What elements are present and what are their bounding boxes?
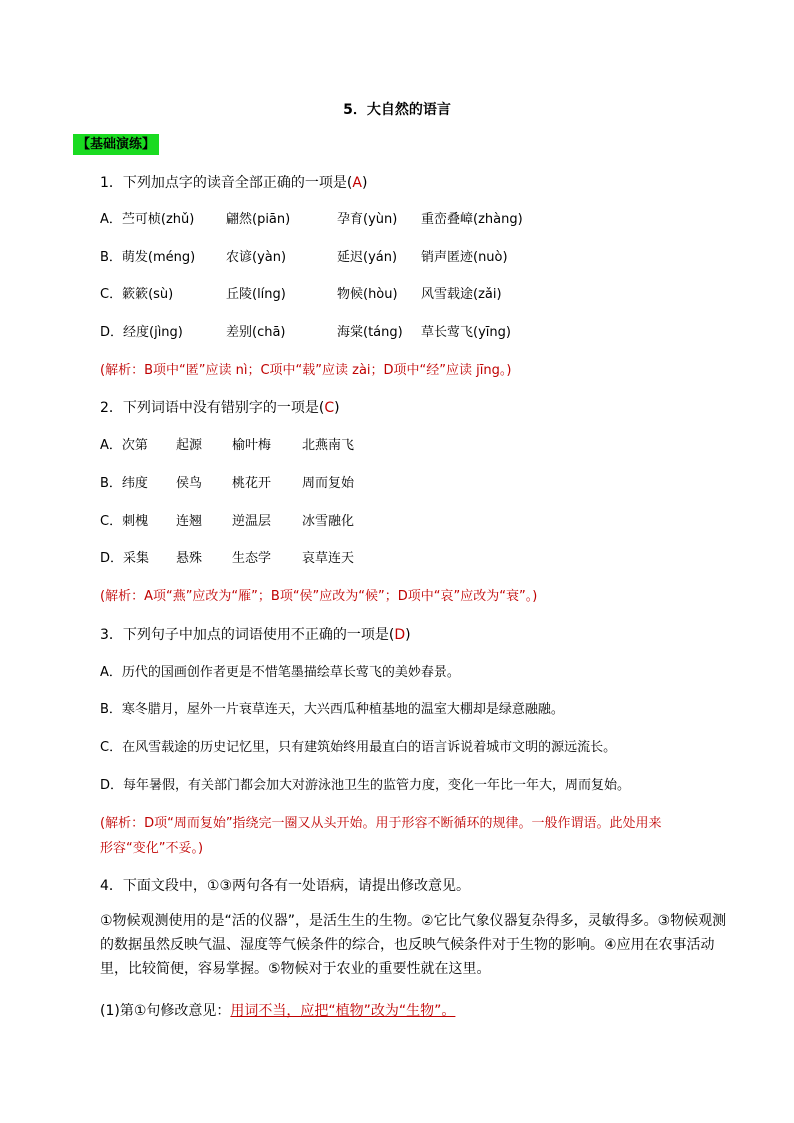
q1-option-c-word4: 风雪载途(zǎi) — [421, 287, 502, 302]
q2-option-c-word2: 连翘 — [176, 514, 203, 529]
question-2-stem — [100, 399, 340, 417]
q3-option-d: D．每年暑假，有关部门都会加大对游泳池卫生的监管力度，变化一年比一年大，周而复始。 — [100, 778, 631, 793]
question-1-stem — [100, 174, 367, 192]
q1-option-a: A．苎可桢(zhǔ) — [100, 212, 195, 227]
q2-option-a-word4: 北燕南飞 — [302, 438, 355, 453]
q1-option-a-word3: 孕育(yùn) — [337, 212, 398, 227]
q3-explanation-line1: (解析：D项“周而复始”指绕完一圈又从头开始。用于形容不断循环的规律。一般作谓语。此处用来 — [100, 816, 662, 831]
q2-option-c: C．刺槐 — [100, 514, 149, 529]
q3-option-a: A．历代的国画创作者更是不惜笔墨描绘草长莺飞的美妙春景。 — [100, 665, 460, 680]
q2-option-b: B．纬度 — [100, 476, 148, 491]
q2-option-b-word3: 桃花开 — [232, 476, 272, 491]
q4-sub1 — [100, 1002, 455, 1020]
q4-sub1-label: (1)第①句修改意见： — [100, 1003, 231, 1019]
q1-option-d: D．经度(jìng) — [100, 325, 183, 340]
q1-option-c: C．簌簌(sù) — [100, 287, 174, 302]
q1-option-d-word4: 草长莺飞(yīng) — [421, 325, 511, 340]
q4-passage: ①物候观测使用的是“活的仪器”，是活生生的生物。②它比气象仪器复杂得多，灵敏得多。③物候观测的数据虽然反映气温、湿度等气候条件的综合，也反映气候条件对于生物的影响。④应用在农事活动里，比较简便，容易掌握。⑤物候对于农业的重要性就在这里。 — [100, 913, 727, 977]
q1-option-b-word4: 销声匿迹(nuò) — [421, 250, 508, 265]
q1-option-d-word3: 海棠(táng) — [337, 325, 403, 340]
q2-option-b-word2: 侯鸟 — [176, 476, 203, 491]
q2-option-c-word3: 逆温层 — [232, 514, 272, 529]
question-stem-text: 1．下列加点字的读音全部正确的一项是( — [100, 175, 353, 191]
q1-option-c-word2: 丘陵(líng) — [226, 287, 286, 302]
answer: C — [324, 400, 335, 416]
question-3-stem — [100, 626, 411, 644]
section-tag: 【基础演练】 — [73, 134, 159, 155]
q1-option-b-word2: 农谚(yàn) — [226, 250, 287, 265]
paren-close: ) — [405, 627, 411, 643]
page-title: 5．大自然的语言 — [343, 102, 451, 118]
q1-option-a-word4: 重峦叠嶂(zhàng) — [421, 212, 523, 227]
q2-option-a-word2: 起源 — [176, 438, 203, 453]
q1-option-b-word3: 延迟(yán) — [337, 250, 398, 265]
question-stem-text: 3．下列句子中加点的词语使用不正确的一项是( — [100, 627, 395, 643]
q3-option-c: C．在风雪载途的历史记忆里，只有建筑始终用最直白的语言诉说着城市文明的源远流长。 — [100, 740, 617, 755]
answer: A — [352, 175, 362, 191]
q1-option-b: B．萌发(méng) — [100, 250, 196, 265]
q1-option-c-word3: 物候(hòu) — [337, 287, 398, 302]
paren-close: ) — [361, 175, 368, 191]
q2-explanation: (解析：A项“燕”应改为“雁”；B项“侯”应改为“候”；D项中“哀”应改为“衰”。) — [100, 589, 538, 604]
question-stem-text: 2．下列词语中没有错别字的一项是( — [100, 400, 325, 416]
q2-option-a: A．次第 — [100, 438, 148, 453]
q1-option-d-word2: 差别(chā) — [226, 325, 286, 340]
q1-explanation: (解析：B项中“匿”应读 nì；C项中“载”应读 zài；D项中“经”应读 jīng。) — [100, 363, 512, 378]
q2-option-d-word4: 哀草连天 — [302, 551, 355, 566]
q3-option-b: B．寒冬腊月，屋外一片衰草连天，大兴西瓜种植基地的温室大棚却是绿意融融。 — [100, 702, 564, 717]
answer: D — [394, 627, 406, 643]
question-4-stem: 4．下面文段中，①③两句各有一处语病，请提出修改意见。 — [100, 878, 471, 894]
q4-sub1-answer: 用词不当，应把“植物”改为“生物”。 — [230, 1003, 456, 1019]
q2-option-d-word3: 生态学 — [232, 551, 272, 566]
q3-explanation-line2: 形容“变化”不妥。) — [100, 841, 204, 856]
q2-option-d-word2: 悬殊 — [176, 551, 203, 566]
q2-option-c-word4: 冰雪融化 — [302, 514, 355, 529]
paren-close: ) — [334, 400, 340, 416]
q2-option-d: D．采集 — [100, 551, 150, 566]
q2-option-a-word3: 榆叶梅 — [232, 438, 272, 453]
q1-option-a-word2: 翩然(piān) — [226, 212, 291, 227]
q2-option-b-word4: 周而复始 — [302, 476, 355, 491]
